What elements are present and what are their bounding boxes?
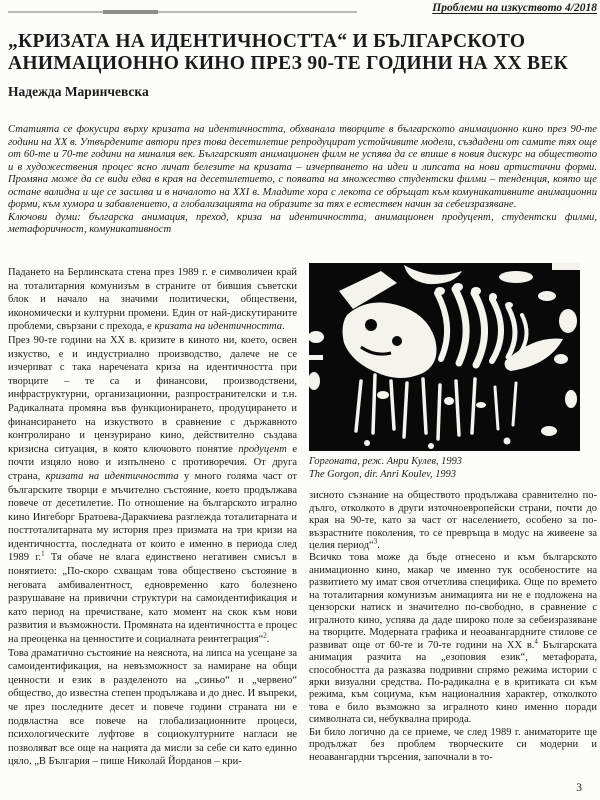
abstract-text: Статията се фокусира върху кризата на идентичността, обхванала творците в българското анимационно кино през 90-те години на XX в. Утвърдените автори през това десетилетие репродуцират устойчивите модели, създадени от самите тях още от 60-те и 70-те години на миналия век. Българският анимационен филм не успява да се впише в новия дискурс на обществото и в художествения процес ясно личат белезите на кризата – изчерпването на идеи и липсата на нови артистични форми. Промяна може да се види едва в края на десетилетието, с появата на множество студентски филми – тенденция, която ще остане валидна и ще се засилва и в началото на XXI в. Младите хора с лекота се обръщат към комуникативните анимационни форми, към хумора и забавлението, а глобализацията на образите за тях е естествен начин за себеизразяване.: [8, 124, 597, 211]
body-column-right-text: [309, 490, 597, 764]
body-column-left: [8, 266, 297, 769]
figure-caption-bg: Горгоната, реж. Анри Кулев, 1993: [309, 456, 462, 467]
abstract-block: [8, 124, 597, 237]
keywords-label: Ключови думи:: [8, 211, 81, 223]
paragraph: Падането на Берлинската стена през 1989 г. е символичен край на тоталитарния комунизъм в страните от бившия съветски блок и начало на значими политически, обществени, икономически и културни промени. Един от най-дискутираните проблеми, свързани с прехода, е кризата на идентичността.: [8, 267, 297, 333]
figure-caption-en: The Gorgon, dir. Anri Koulev, 1993: [309, 468, 457, 480]
figure: [309, 263, 597, 481]
body-column-right: [309, 263, 597, 764]
journal-header: Проблеми на изкуството 4/2018: [432, 2, 597, 14]
page-number: 3: [576, 782, 582, 794]
paragraph: зисното съзнание на обществото продължава сравнително по-дълго, отколкото в други източноевропейски страни, почти до края на 90-те, като за част от населението, особено за по-възрастните поколения, то се превръща в модус на живеене за целия период“$^3$.: [309, 490, 597, 551]
keywords-text: българска анимация, преход, криза на идентичността, анимационен продуцент, студентски филми, метафоричност, комуникативност: [8, 211, 597, 236]
paragraph: Всичко това може да бъде отнесено и към българското анимационно кино, макар че именно тук особеностите на развитието му имат своя отчетлива специфика. Още по времето на тоталитарния комунизъм анимацията ни не е подложена на цензорски натиск и значително по-свободно, в сравнение с игралното кино, успява да даде широко поле за себеизразяване на творците. Модерната графика и неоавангардните стилове се развиват още от 60-те и 70-те години на XX в.$^4$ Българската анимация разчита на „езоповия език“, метафората, способността да разказва подривни спрямо режима истории с ярки визуални средства. По-радикална е в критиката си към режима, към социума, към националния характер, отколкото това е било възможно за игралното кино именно поради символната си, небуквална природа.: [309, 552, 597, 726]
figure-image: [309, 263, 580, 451]
header-rule-accent: [103, 10, 158, 14]
paragraph: Би било логично да се приеме, че след 1989 г. аниматорите ще продължат без проблем творческите си модерни и неоавангардни търсения, започнали в то-: [309, 726, 597, 763]
header-rule: [8, 11, 357, 13]
article-title: [8, 31, 596, 74]
title-line-1: „КРИЗАТА НА ИДЕНТИЧНОСТТА“ И БЪЛГАРСКОТО: [8, 31, 526, 52]
title-line-2: АНИМАЦИОННО КИНО ПРЕЗ 90-ТЕ ГОДИНИ НА XX ВЕК: [8, 52, 569, 74]
paragraph: Това драматично състояние на неяснота, на липса на усещане за самоидентификация, на невъзможност за намиране на общи ценности и език в разделеното на „синьо“ и „червено“ общество, до известна степен продължава и до днес. И въпреки, че през последните десет и повече години страната ни е подвластна все повече на глобализационните процеси, психологическите луфтове в социокултурните нагласи не позволяват все още на нацията да мисли за себе си като единно цяло. „В България – пише Николай Йорданов – кри-: [8, 647, 297, 768]
paragraph: През 90-те години на XX в. кризите в киното ни, което, освен изкуство, е и индустриално производство, далече не се изчерпват с така наречената криза на идентичността при творците – те са и финансови, производствени, инфраструктурни, организационни, разпространителски и т.н. Радикалната промяна във функционирането, продуцирането и финансирането на изкуството в сравнение с държавното контролирано и цензурирано кино, действително създава кризисна ситуация, в която ключовото понятие продуцент е почти изцяло ново и изпълнено с противоречия. От друга страна, кризата на идентичността у много голяма част от българските творци е мъчително състояние, което продължава повече от десетилетие. По отношение на българското игрално кино Ингеборг Братоева-Даракчиева разглежда тоталитарната и посттоталитарната му история през призмата на три кризи на идентичността, последната от които е именно в периода след 1989 г.$^1$ Тя обаче не влага единствено негативен смисъл в понятието: „По-скоро схващам това обществено състояние в неговата амбивалентност, едновременно като болезнено разрушаване на привични структури на самоидентификация и като период на пречистване, като момент на скок към нови развития и възможности. Промяната на идентичността е процес на преоценка на ценностите и социалната реинтеграция“$^2$.: [8, 334, 297, 646]
keywords: [8, 212, 597, 237]
figure-caption: [309, 456, 597, 481]
article-author: Надежда Маринчевска: [8, 84, 149, 99]
